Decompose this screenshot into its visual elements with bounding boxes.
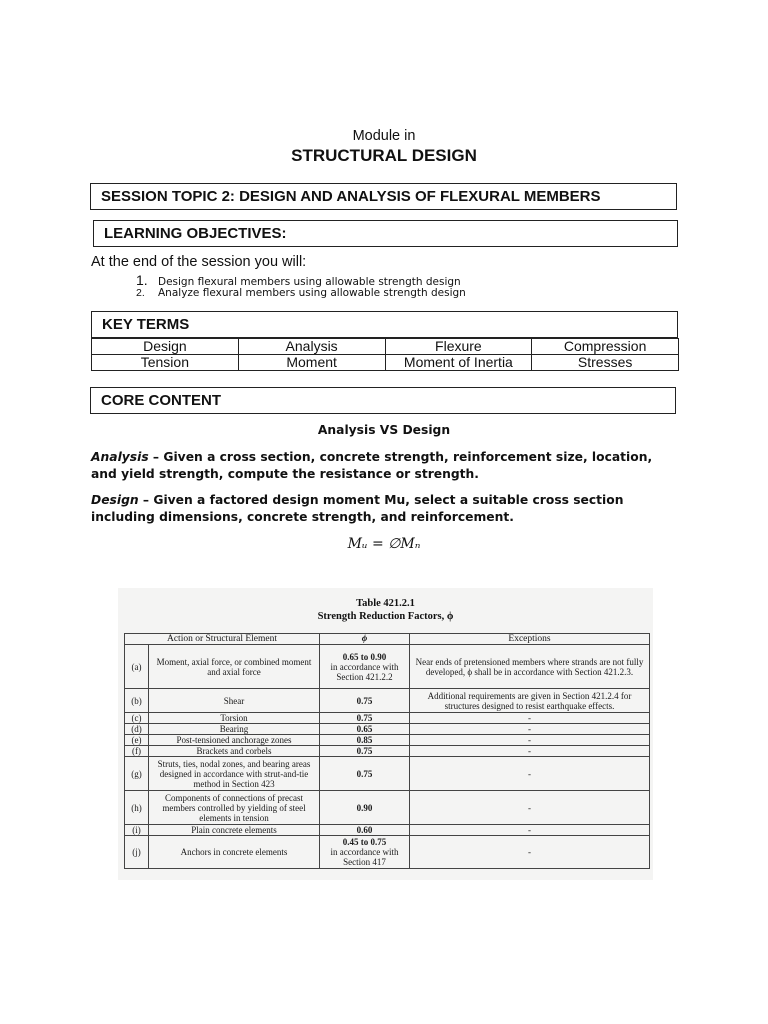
row-phi: 0.75 <box>320 746 410 757</box>
table-cell: Stresses <box>532 355 679 371</box>
row-element: Anchors in concrete elements <box>149 836 320 869</box>
objectives-intro: At the end of the session you will: <box>91 254 307 270</box>
row-phi: 0.75 <box>320 757 410 791</box>
list-item-text: Analyze flexural members using allowable strength design <box>158 287 466 299</box>
row-element: Bearing <box>149 724 320 735</box>
table-cell: Design <box>92 339 239 355</box>
row-element: Brackets and corbels <box>149 746 320 757</box>
table-subtitle: Strength Reduction Factors, ϕ <box>317 611 454 622</box>
row-id: (e) <box>125 735 149 746</box>
row-phi: 0.60 <box>320 825 410 836</box>
row-id: (j) <box>125 836 149 869</box>
list-item-number: 2. <box>136 287 145 299</box>
table-row <box>92 355 679 371</box>
phi-note: in accordance with Section 417 <box>330 847 399 867</box>
learning-objectives-box <box>93 220 678 247</box>
design-term: Design <box>91 493 139 507</box>
table-title: Table 421.2.1 <box>356 598 415 609</box>
objective-list <box>136 272 636 302</box>
row-phi: 0.85 <box>320 735 410 746</box>
strength-reduction-table <box>124 633 650 869</box>
list-item-text: Design flexural members using allowable strength design <box>158 276 461 288</box>
table-cell: Tension <box>92 355 239 371</box>
table-cell: Moment <box>238 355 385 371</box>
table-cell: Analysis <box>238 339 385 355</box>
row-exception: - <box>410 713 650 724</box>
module-label: Module in <box>352 128 416 144</box>
row-element: Post-tensioned anchorage zones <box>149 735 320 746</box>
row-exception: - <box>410 746 650 757</box>
table-row <box>92 339 679 355</box>
row-id: (b) <box>125 689 149 713</box>
phi-value: 0.65 to 0.90 <box>342 651 387 662</box>
row-exception: - <box>410 757 650 791</box>
row-id: (g) <box>125 757 149 791</box>
row-phi: 0.90 <box>320 791 410 825</box>
table-cell: Moment of Inertia <box>385 355 532 371</box>
row-element: Plain concrete elements <box>149 825 320 836</box>
key-terms-table <box>91 338 679 371</box>
analysis-term: Analysis <box>91 450 149 464</box>
section-subtitle: Analysis VS Design <box>317 423 451 437</box>
row-exception: Additional requirements are given in Section 421.2.4 for structures designed to resist earthquake effects. <box>410 689 650 713</box>
table-header-row <box>125 634 650 645</box>
table-row <box>125 836 650 869</box>
key-terms-box <box>91 311 678 338</box>
row-phi <box>320 645 410 689</box>
row-exception: - <box>410 735 650 746</box>
phi-value: 0.45 to 0.75 <box>342 837 387 847</box>
equation: Mᵤ = ∅Mₙ <box>347 536 421 552</box>
column-header: Action or Structural Element <box>125 634 320 645</box>
row-element: Shear <box>149 689 320 713</box>
table-cell: Compression <box>532 339 679 355</box>
row-phi: 0.75 <box>320 689 410 713</box>
row-id: (f) <box>125 746 149 757</box>
row-exception: Near ends of pretensioned members where strands are not fully developed, ϕ shall be in accordance with Section 421.2.3. <box>410 645 650 689</box>
row-phi: 0.75 <box>320 713 410 724</box>
key-terms-heading: KEY TERMS <box>102 316 190 333</box>
row-element: Moment, axial force, or combined moment and axial force <box>149 645 320 689</box>
session-topic-box <box>90 183 677 210</box>
column-header: Exceptions <box>410 634 650 645</box>
session-topic: SESSION TOPIC 2: DESIGN AND ANALYSIS OF FLEXURAL MEMBERS <box>101 188 601 205</box>
analysis-paragraph <box>91 449 671 483</box>
row-exception: - <box>410 724 650 735</box>
table-row <box>125 735 650 746</box>
column-header: ϕ <box>320 634 410 645</box>
table-row <box>125 645 650 689</box>
row-exception: - <box>410 825 650 836</box>
list-item <box>136 272 636 287</box>
table-row <box>125 746 650 757</box>
row-id: (h) <box>125 791 149 825</box>
phi-note: in accordance with Section 421.2.2 <box>330 661 399 682</box>
module-title: STRUCTURAL DESIGN <box>291 146 477 165</box>
row-id: (c) <box>125 713 149 724</box>
row-exception: - <box>410 791 650 825</box>
list-item <box>136 287 636 302</box>
row-id: (a) <box>125 645 149 689</box>
row-element: Components of connections of precast members controlled by yielding of steel elements in tension <box>149 791 320 825</box>
core-content-heading: CORE CONTENT <box>101 392 221 409</box>
table-row <box>125 791 650 825</box>
table-cell: Flexure <box>385 339 532 355</box>
row-exception: - <box>410 836 650 869</box>
row-element: Struts, ties, nodal zones, and bearing areas designed in accordance with strut-and-tie method in Section 423 <box>149 757 320 791</box>
table-row <box>125 825 650 836</box>
table-row <box>125 713 650 724</box>
learning-objectives-heading: LEARNING OBJECTIVES: <box>104 225 287 242</box>
core-content-box <box>90 387 676 414</box>
design-text: – Given a factored design moment Mu, select a suitable cross section including dimensions, concrete strength, and reinforcement. <box>91 493 624 524</box>
row-id: (d) <box>125 724 149 735</box>
row-id: (i) <box>125 825 149 836</box>
table-row <box>125 724 650 735</box>
row-phi <box>320 836 410 869</box>
row-element: Torsion <box>149 713 320 724</box>
list-item-number: 1. <box>136 272 148 288</box>
analysis-text: – Given a cross section, concrete strength, reinforcement size, location, and yield strength, compute the resistance or strength. <box>91 450 653 481</box>
row-phi: 0.65 <box>320 724 410 735</box>
table-row <box>125 757 650 791</box>
table-row <box>125 689 650 713</box>
design-paragraph <box>91 492 671 526</box>
